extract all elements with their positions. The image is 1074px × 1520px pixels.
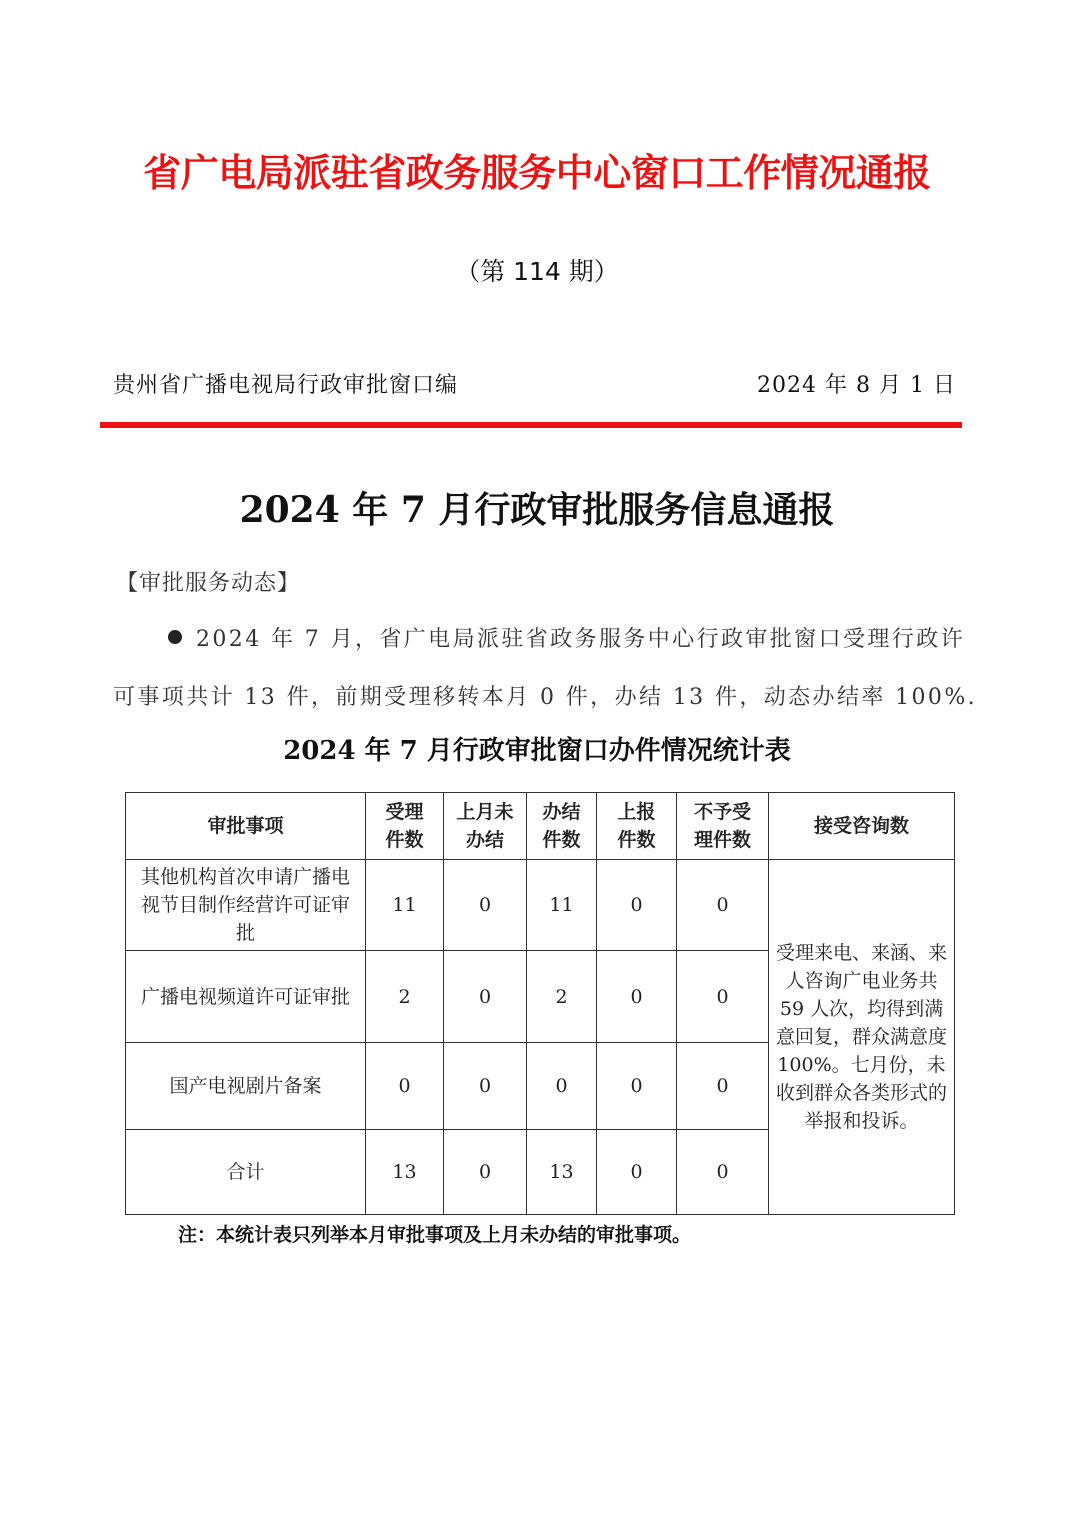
header-reported: 上报 件数 [597, 793, 677, 860]
header-pending: 上月未 办结 [444, 793, 527, 860]
cell-pending: 0 [444, 860, 527, 951]
table-note: 注：本统计表只列举本月审批事项及上月未办结的审批事项。 [178, 1224, 692, 1246]
paragraph-line-2: 可事项共计 13 件，前期受理移转本月 0 件，办结 13 件，动态办结率 100%. [113, 685, 978, 710]
red-divider-line [100, 422, 962, 428]
cell-rejected: 0 [677, 860, 769, 951]
issue-date: 2024 年 8 月 1 日 [757, 373, 956, 398]
table-row [126, 860, 955, 951]
header-rejected: 不予受 理件数 [677, 793, 769, 860]
paragraph-text-1: 2024 年 7 月，省广电局派驻省政务服务中心行政审批窗口受理行政许 [196, 627, 965, 652]
cell-accepted: 13 [366, 1130, 444, 1215]
cell-item: 国产电视剧片备案 [126, 1043, 366, 1130]
cell-pending: 0 [444, 1043, 527, 1130]
cell-reported: 0 [597, 1130, 677, 1215]
cell-rejected: 0 [677, 1130, 769, 1215]
table-header-row [126, 793, 955, 860]
header-item: 审批事项 [126, 793, 366, 860]
cell-completed: 2 [527, 951, 597, 1043]
issue-number: （第 114 期） [455, 257, 619, 286]
cell-item: 合计 [126, 1130, 366, 1215]
header-completed: 办结 件数 [527, 793, 597, 860]
compiler-label: 贵州省广播电视局行政审批窗口编 [113, 373, 459, 398]
cell-completed: 13 [527, 1130, 597, 1215]
cell-completed: 11 [527, 860, 597, 951]
cell-completed: 0 [527, 1043, 597, 1130]
cell-accepted: 0 [366, 1043, 444, 1130]
cell-reported: 0 [597, 1043, 677, 1130]
cell-consultation: 受理来电、来涵、来人咨询广电业务共 59 人次，均得到满意回复，群众满意度 100%。七月份，未收到群众各类形式的举报和投诉。 [769, 860, 955, 1215]
cell-reported: 0 [597, 951, 677, 1043]
cell-pending: 0 [444, 951, 527, 1043]
cell-item: 广播电视频道许可证审批 [126, 951, 366, 1043]
cell-accepted: 2 [366, 951, 444, 1043]
document-red-header-title: 省广电局派驻省政务服务中心窗口工作情况通报 [143, 151, 931, 195]
main-title: 2024 年 7 月行政审批服务信息通报 [239, 489, 835, 531]
cell-accepted: 11 [366, 860, 444, 951]
header-consultation: 接受咨询数 [769, 793, 955, 860]
table-title: 2024 年 7 月行政审批窗口办件情况统计表 [283, 736, 791, 766]
bullet-icon [168, 630, 182, 644]
cell-pending: 0 [444, 1130, 527, 1215]
statistics-table [125, 792, 955, 1215]
header-accepted: 受理 件数 [366, 793, 444, 860]
cell-reported: 0 [597, 860, 677, 951]
cell-rejected: 0 [677, 1043, 769, 1130]
cell-item: 其他机构首次申请广播电视节目制作经营许可证审批 [126, 860, 366, 951]
section-label: 【审批服务动态】 [116, 571, 301, 596]
paragraph-line-1 [168, 622, 965, 653]
cell-rejected: 0 [677, 951, 769, 1043]
